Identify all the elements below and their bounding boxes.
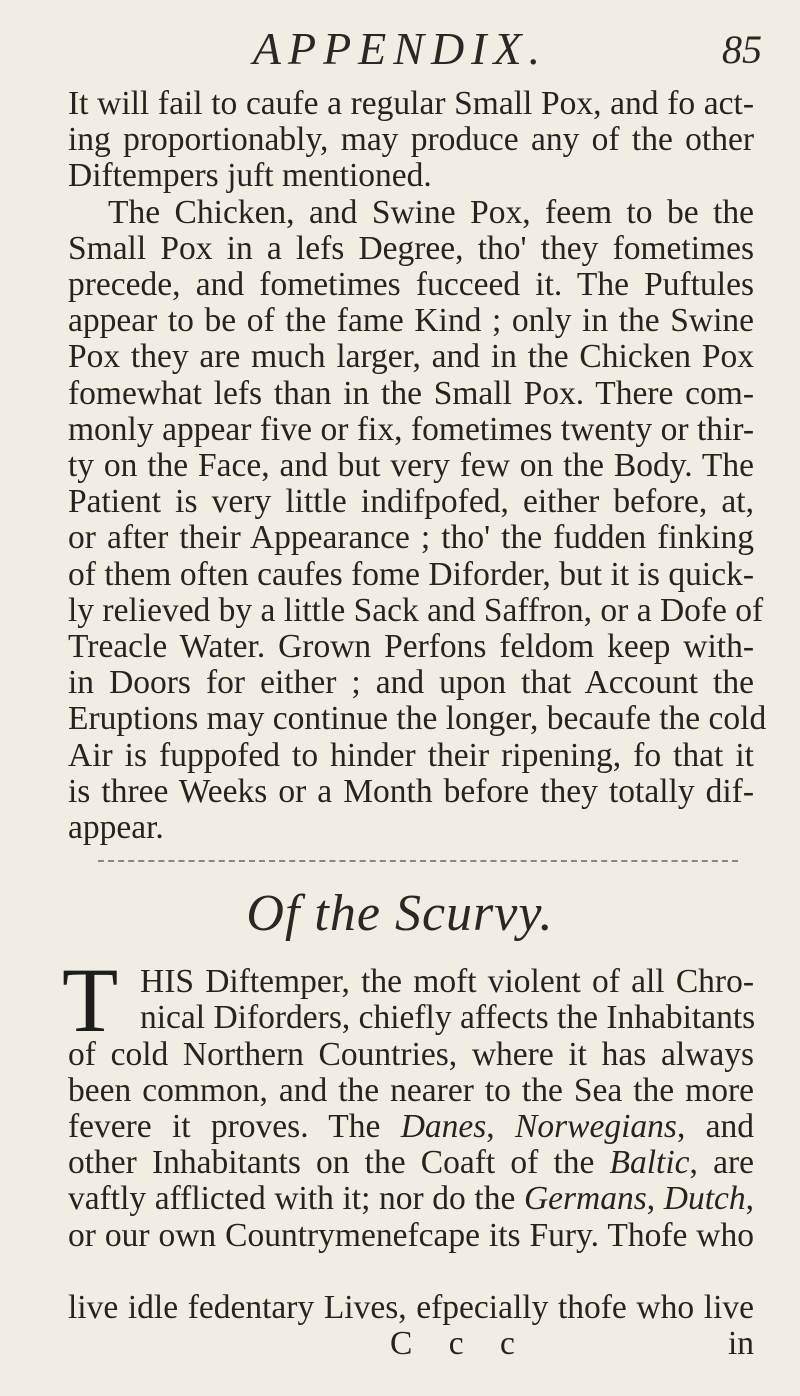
text-run: , are bbox=[689, 1144, 754, 1182]
text-line: fomewhat lefs than in the Small Pox. There com- bbox=[68, 374, 754, 412]
text-line: It will fail to caufe a regular Small Pox, and fo act- bbox=[68, 85, 754, 122]
text-line: Patient is very little indifpofed, either before, at, bbox=[68, 483, 754, 521]
text-run: other Inhabitants on the Coaft of the bbox=[68, 1144, 610, 1182]
running-head: APPENDIX. bbox=[252, 23, 548, 74]
text-line: appear. bbox=[68, 809, 164, 846]
text-line: Eruptions may continue the longer, becaufe the cold bbox=[68, 700, 767, 738]
text-line: is three Weeks or a Month before they totally dif- bbox=[68, 772, 754, 810]
italic-name-danes: Danes bbox=[400, 1108, 487, 1145]
text-line: of cold Northern Countries, where it has always bbox=[68, 1035, 754, 1073]
text-run: fevere it proves. The bbox=[68, 1108, 401, 1145]
page-header bbox=[0, 22, 800, 86]
catchword: in bbox=[727, 1325, 754, 1363]
text-line: appear to be of the fame Kind ; only in the Swine bbox=[68, 302, 754, 340]
text-line: live idle fedentary Lives, efpecially thofe who live bbox=[68, 1289, 754, 1326]
text-line: HIS Diftemper, the moft violent of all Chro- bbox=[140, 963, 754, 1001]
text-line: Pox they are much larger, and in the Chicken Pox bbox=[68, 338, 754, 376]
text-line: Treacle Water. Grown Perfons feldom keep with- bbox=[68, 628, 754, 665]
text-run: vaftly afflicted with it; nor do the bbox=[68, 1180, 524, 1218]
text-line bbox=[68, 1109, 754, 1145]
italic-name-baltic: Baltic bbox=[609, 1144, 690, 1182]
text-line: Air is fuppofed to hinder their ripening, fo that it bbox=[68, 736, 754, 774]
italic-name-norwegians: Norwegians bbox=[514, 1108, 677, 1145]
text-line: Diftempers juft mentioned. bbox=[68, 157, 432, 195]
italic-name-germans: Germans bbox=[523, 1180, 647, 1218]
page-number: 85 bbox=[722, 27, 762, 72]
signature-mark: C c c bbox=[390, 1325, 529, 1363]
section-title: Of the Scurvy. bbox=[246, 885, 554, 943]
text-line: ly relieved by a little Sack and Saffron, or a Dofe of bbox=[68, 591, 764, 629]
text-line: monly appear five or fix, fometimes twenty or thir- bbox=[68, 410, 754, 448]
italic-name-dutch: Dutch bbox=[663, 1180, 746, 1218]
text-line: ing proportionably, may produce any of the other bbox=[68, 121, 754, 159]
text-line: The Chicken, and Swine Pox, feem to be the bbox=[108, 193, 754, 231]
text-line: precede, and fometimes fucceed it. The Puftules bbox=[68, 266, 754, 303]
text-line: been common, and the nearer to the Sea the more bbox=[68, 1071, 754, 1109]
text-line: of them often caufes fome Diforder, but it is quick- bbox=[68, 555, 754, 593]
text-line: Small Pox in a lefs Degree, tho' they fometimes bbox=[68, 229, 754, 267]
text-line: ty on the Face, and but very few on the Body. The bbox=[68, 447, 754, 484]
text-line bbox=[68, 1145, 754, 1181]
text-run: , bbox=[646, 1180, 664, 1218]
text-run: , bbox=[486, 1108, 515, 1145]
text-line: or after their Appearance ; tho' the fudden finking bbox=[68, 519, 754, 557]
text-line: nical Diforders, chiefly affects the Inhabitants bbox=[140, 999, 756, 1037]
text-line: or our own Countrymenefcape its Fury. Thofe who bbox=[68, 1216, 754, 1254]
drop-cap: T bbox=[62, 949, 119, 1052]
section-divider bbox=[98, 860, 738, 862]
text-line: in Doors for either ; and upon that Account the bbox=[68, 664, 754, 702]
text-line bbox=[68, 1181, 754, 1217]
text-run: , and bbox=[676, 1108, 754, 1145]
text-run: , bbox=[745, 1180, 755, 1218]
